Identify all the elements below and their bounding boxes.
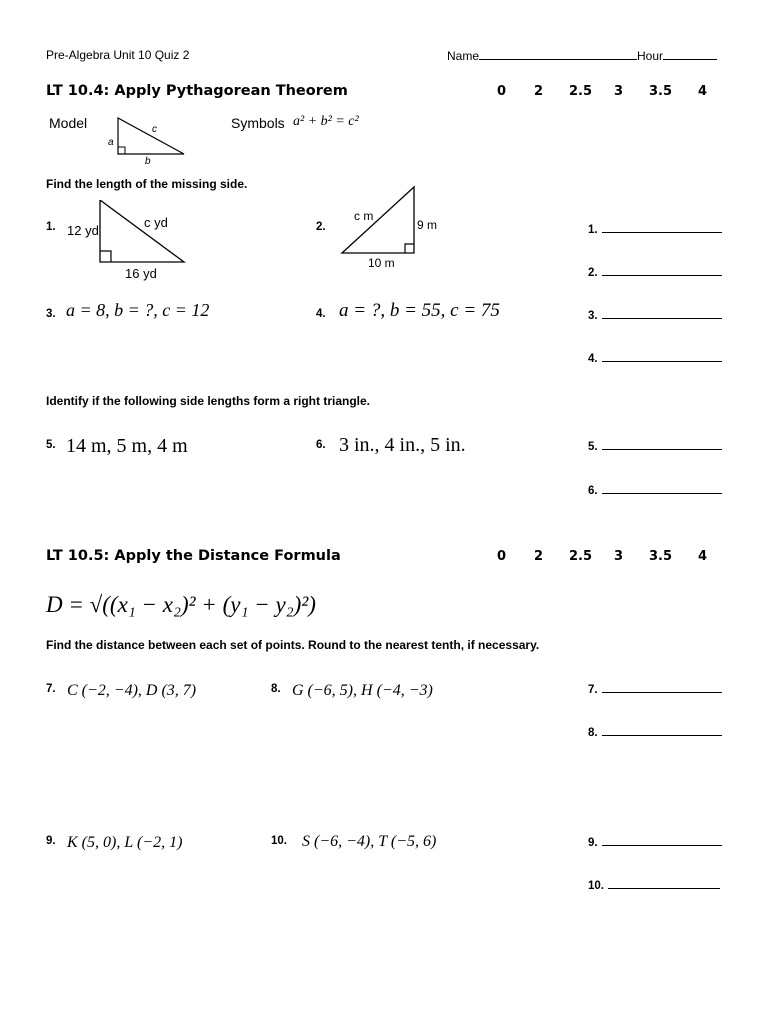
name-line[interactable] [479, 48, 637, 60]
question-number: 3. [46, 308, 56, 320]
q2-side-a: 9 m [417, 218, 438, 232]
score-option: 2 [534, 84, 544, 99]
q2-side-c: c m [354, 209, 374, 223]
q1-side-c: c yd [144, 215, 168, 230]
q7-points: C (−2, −4), D (3, 7) [67, 682, 197, 699]
q1-triangle-diagram [62, 200, 192, 282]
question-number: 5. [46, 439, 56, 451]
score-option: 2 [534, 549, 544, 564]
question-number: 7. [46, 683, 56, 695]
course-title: Pre-Algebra Unit 10 Quiz 2 [46, 48, 190, 62]
name-hour-field[interactable] [447, 48, 717, 63]
question-number: 1. [46, 221, 56, 233]
answer-blank[interactable]: 3. [588, 307, 722, 322]
score-option: 0 [497, 549, 507, 564]
model-side-c: c [152, 124, 157, 135]
score-option: 2.5 [569, 84, 593, 99]
q5-side-lengths: 14 m, 5 m, 4 m [66, 435, 188, 457]
q9-points: K (5, 0), L (−2, 1) [67, 834, 183, 851]
answer-blank[interactable]: 4. [588, 350, 722, 365]
answer-blank[interactable]: 8. [588, 724, 722, 739]
q8-points: G (−6, 5), H (−4, −3) [292, 682, 433, 699]
hour-label: Hour [637, 49, 664, 63]
q6-side-lengths: 3 in., 4 in., 5 in. [339, 434, 466, 456]
answer-blank[interactable]: 6. [588, 482, 722, 497]
hour-line[interactable] [663, 48, 717, 60]
answer-blank[interactable]: 9. [588, 834, 722, 849]
q4-expression: a = ?, b = 55, c = 75 [339, 300, 500, 321]
score-option: 0 [497, 84, 507, 99]
question-number: 9. [46, 835, 56, 847]
question-number: 2. [316, 221, 326, 233]
answer-blank[interactable]: 7. [588, 681, 722, 696]
answer-blank[interactable]: 2. [588, 264, 722, 279]
q2-triangle-diagram [336, 184, 446, 272]
score-option: 4 [698, 549, 708, 564]
answer-blank[interactable]: 1. [588, 221, 722, 236]
distance-formula: D = √((x₁ − x₂)² + (y₁ − y₂)²) [46, 592, 316, 617]
answer-blank[interactable]: 5. [588, 438, 722, 453]
score-option: 3 [614, 84, 624, 99]
q1-side-a: 12 yd [67, 223, 99, 238]
score-option: 3.5 [649, 84, 673, 99]
score-option: 3 [614, 549, 624, 564]
score-option: 3.5 [649, 549, 673, 564]
score-option: 2.5 [569, 549, 593, 564]
name-label: Name [447, 49, 480, 63]
model-label: Model [49, 115, 88, 131]
symbols-label: Symbols [231, 115, 285, 131]
instruction-missing-side: Find the length of the missing side. [46, 177, 248, 191]
question-number: 4. [316, 308, 326, 320]
question-number: 10. [271, 835, 287, 847]
q1-side-b: 16 yd [125, 266, 157, 281]
question-number: 8. [271, 683, 281, 695]
model-triangle-diagram [100, 112, 195, 168]
q3-expression: a = 8, b = ?, c = 12 [66, 300, 210, 320]
q10-points: S (−6, −4), T (−5, 6) [302, 833, 437, 850]
section1-title: LT 10.4: Apply Pythagorean Theorem [46, 83, 348, 99]
question-number: 6. [316, 439, 326, 451]
model-side-b: b [145, 156, 151, 167]
symbols-formula: a² + b² = c² [293, 114, 359, 129]
score-option: 4 [698, 84, 708, 99]
q2-side-b: 10 m [368, 256, 395, 270]
answer-blank[interactable]: 10. [588, 877, 720, 892]
instruction-distance: Find the distance between each set of points. Round to the nearest tenth, if necessary. [46, 638, 540, 652]
instruction-right-triangle: Identify if the following side lengths form a right triangle. [46, 394, 371, 408]
section2-title: LT 10.5: Apply the Distance Formula [46, 548, 341, 564]
model-side-a: a [108, 137, 114, 148]
